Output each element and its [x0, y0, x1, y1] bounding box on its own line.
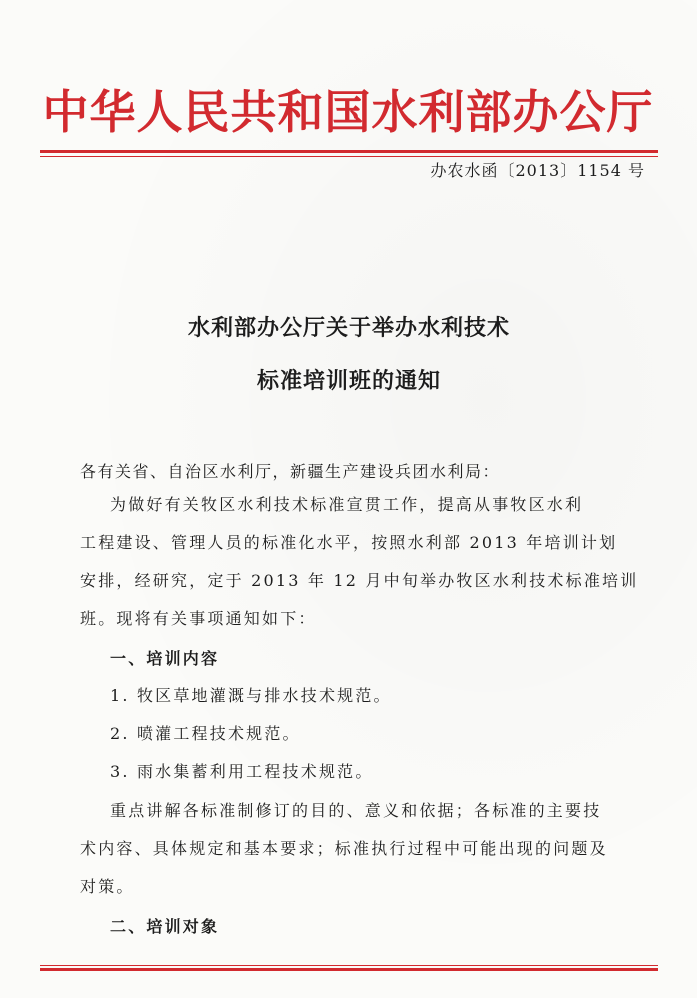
- document-number: 办农水函〔2013〕1154 号: [430, 161, 645, 180]
- list-item: 2. 喷灌工程技术规范。: [110, 724, 301, 743]
- list-item: 3. 雨水集蓄利用工程技术规范。: [110, 762, 374, 781]
- section-heading-training-content: 一、培训内容: [110, 649, 220, 668]
- section-heading-training-audience: 二、培训对象: [110, 917, 220, 936]
- intro-paragraph-line: 为做好有关牧区水利技术标准宣贯工作，提高从事牧区水利: [110, 495, 584, 514]
- footer-red-rule-thick: [40, 968, 658, 971]
- document-title-line-1: 水利部办公厅关于举办水利技术: [187, 316, 510, 341]
- section-note-line: 重点讲解各标准制修订的目的、意义和依据；各标准的主要技: [110, 801, 602, 820]
- section-note-line: 对策。: [80, 877, 135, 896]
- issuing-organization-header: 中华人民共和国水利部办公厅: [42, 85, 654, 139]
- salutation: 各有关省、自治区水利厅，新疆生产建设兵团水利局：: [80, 462, 501, 481]
- section-note-line: 术内容、具体规定和基本要求；标准执行过程中可能出现的问题及: [80, 839, 608, 858]
- intro-paragraph-line: 安排，经研究，定于 2013 年 12 月中旬举办牧区水利技术标准培训: [80, 571, 639, 590]
- list-item: 1. 牧区草地灌溉与排水技术规范。: [110, 686, 392, 705]
- intro-paragraph-line: 工程建设、管理人员的标准化水平，按照水利部 2013 年培训计划: [80, 533, 618, 552]
- header-red-rule-thick: [40, 150, 658, 153]
- intro-paragraph-line: 班。现将有关事项通知如下：: [80, 609, 317, 628]
- header-red-rule-thin: [40, 156, 658, 157]
- document-title-line-2: 标准培训班的通知: [256, 369, 441, 394]
- footer-red-rule-thin: [40, 965, 658, 966]
